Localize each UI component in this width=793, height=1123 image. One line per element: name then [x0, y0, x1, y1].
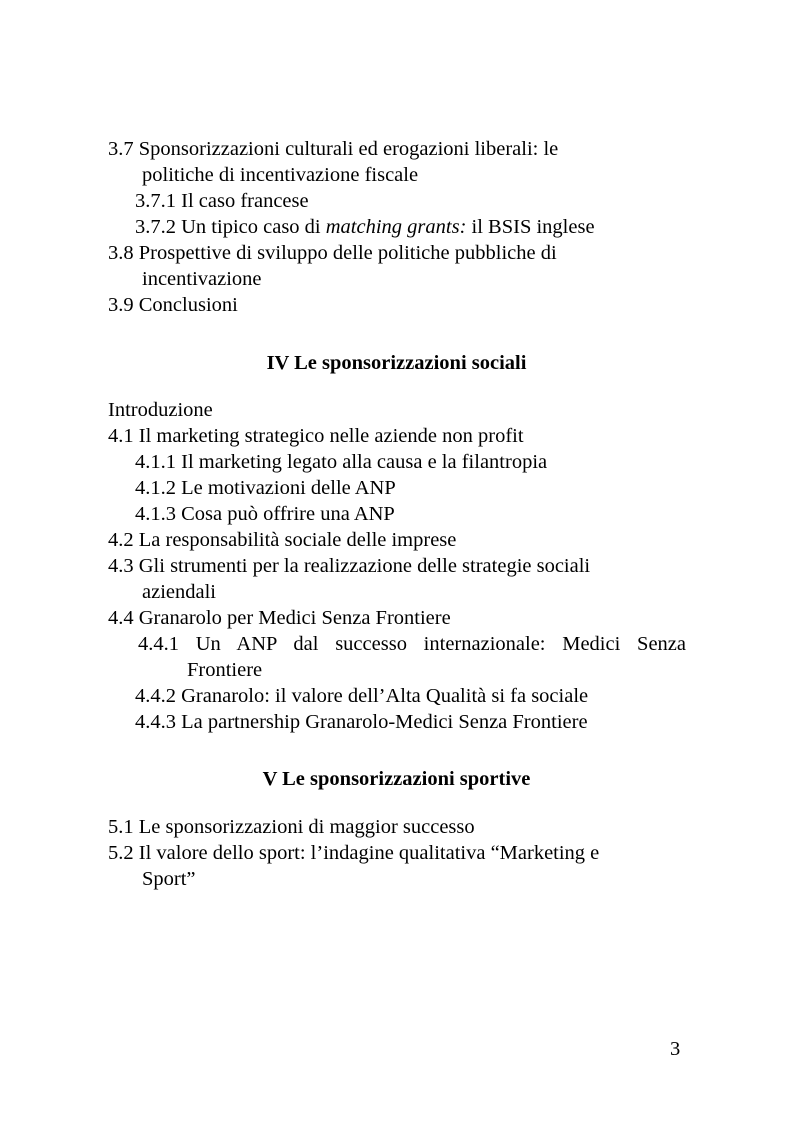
toc-entry-4-1-1: 4.1.1 Il marketing legato alla causa e la filantropia	[135, 451, 548, 473]
toc-entry-3-8-continued: incentivazione	[142, 268, 262, 290]
toc-entry-3-9: 3.9 Conclusioni	[108, 294, 238, 316]
toc-entry-4-4-3: 4.4.3 La partnership Granarolo-Medici Senza Frontiere	[135, 711, 588, 733]
toc-entry-3-7-2-italic: matching grants:	[325, 216, 467, 238]
toc-entry-4-4-1: 4.4.1 Un ANP dal successo internazionale: Medici Senza	[138, 633, 686, 655]
toc-entry-5-2-continued: Sport”	[142, 868, 196, 890]
toc-entry-3-8: 3.8 Prospettive di sviluppo delle politiche pubbliche di	[108, 242, 557, 264]
toc-entry-4-4-1-continued: Frontiere	[187, 659, 263, 681]
toc-entry-4-3-continued: aziendali	[142, 581, 216, 603]
toc-entry-3-7-1: 3.7.1 Il caso francese	[135, 190, 309, 212]
toc-entry-4-2: 4.2 La responsabilità sociale delle imprese	[108, 529, 457, 551]
toc-entry-3-7-2	[135, 214, 595, 240]
toc-entry-4-1: 4.1 Il marketing strategico nelle aziende non profit	[108, 425, 524, 447]
toc-entry-4-1-2: 4.1.2 Le motivazioni delle ANP	[135, 477, 396, 499]
toc-entry-4-4-2: 4.4.2 Granarolo: il valore dell’Alta Qualità si fa sociale	[135, 685, 589, 707]
toc-entry-4-1-3: 4.1.3 Cosa può offrire una ANP	[135, 503, 395, 525]
toc-entry-4-3: 4.3 Gli strumenti per la realizzazione delle strategie sociali	[108, 555, 591, 577]
toc-entry-3-7-2-suffix: il BSIS inglese	[466, 216, 595, 238]
chapter-5-title: V Le sponsorizzazioni sportive	[262, 768, 531, 790]
toc-entry-3-7-continued: politiche di incentivazione fiscale	[142, 164, 419, 186]
toc-entry-5-1: 5.1 Le sponsorizzazioni di maggior successo	[108, 816, 475, 838]
toc-entry-3-7: 3.7 Sponsorizzazioni culturali ed erogazioni liberali: le	[108, 138, 559, 160]
toc-entry-3-7-2-prefix: 3.7.2 Un tipico caso di	[135, 216, 326, 238]
toc-entry-introduzione: Introduzione	[108, 399, 213, 421]
page-number: 3	[670, 1038, 681, 1060]
toc-entry-5-2: 5.2 Il valore dello sport: l’indagine qualitativa “Marketing e	[108, 842, 600, 864]
chapter-4-title: IV Le sponsorizzazioni sociali	[266, 352, 527, 374]
toc-entry-4-4: 4.4 Granarolo per Medici Senza Frontiere	[108, 607, 451, 629]
